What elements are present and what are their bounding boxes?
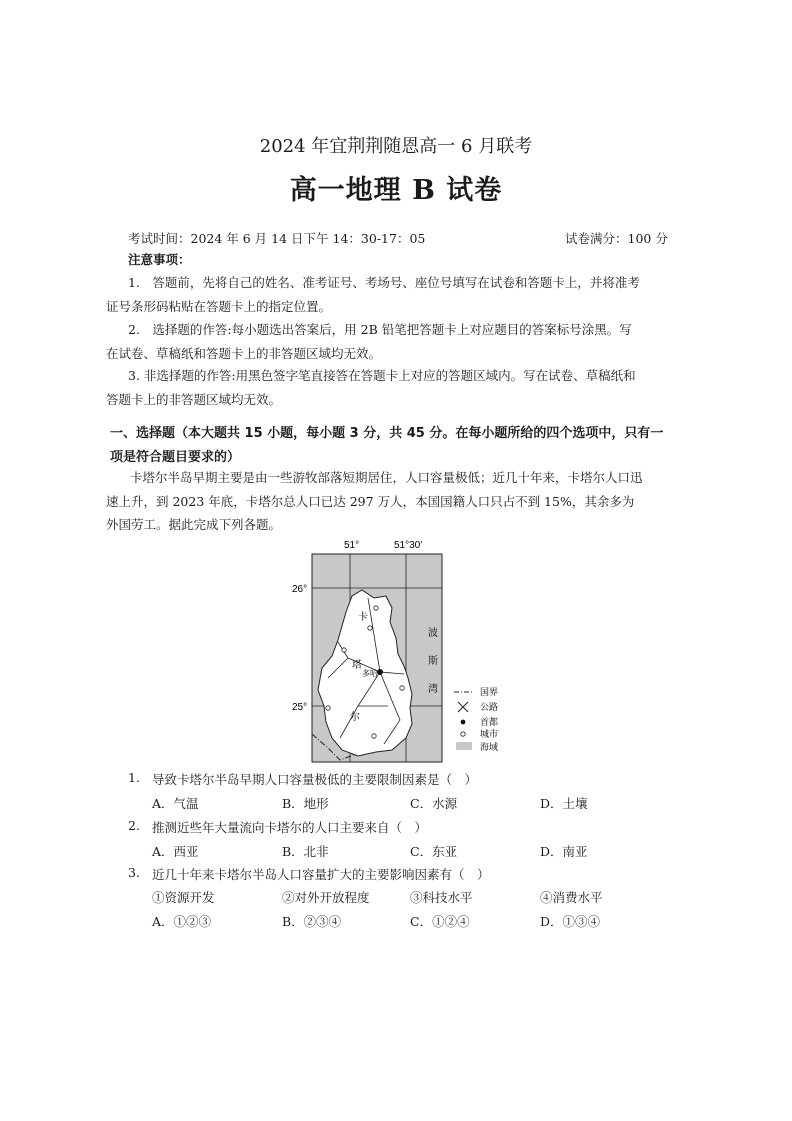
exam-title: 2024 年宜荆荆随恩高一 6 月联考	[259, 136, 533, 157]
sea-char-3: 湾	[428, 684, 438, 695]
q1-option-a[interactable]: A．气温	[152, 796, 199, 811]
capital-dot-icon	[461, 720, 466, 725]
q3-factor-2: ②对外开放程度	[282, 890, 370, 905]
notice-item-1: 1. 答题前，先将自己的姓名、准考证号、考场号、座位号填写在试卷和答题卡上，并将准考证号条形码粘贴在答题卡上的指定位置。	[106, 275, 640, 314]
notice-item-3: 3. 非选择题的作答:用黑色签字笔直接答在答题卡上对应的答题区域内。写在试卷、草稿纸和答题卡上的非答题区域均无效。	[106, 368, 636, 407]
notice-heading: 注意事项：	[128, 252, 191, 267]
question-3-text: 近几十年来卡塔尔半岛人口容量扩大的主要影响因素有（ ）	[152, 867, 490, 882]
lon-label-2: 51°30′	[394, 540, 423, 551]
city-circle-icon	[461, 732, 465, 736]
paper-title: 高一地理 B 试卷	[289, 175, 503, 206]
legend-road: 公路	[480, 702, 499, 712]
country-char-1: 卡	[358, 612, 368, 623]
q2-option-d[interactable]: D．南亚	[540, 844, 588, 859]
sea-char-1: 波	[428, 628, 438, 639]
lat-label-1: 26°	[292, 584, 308, 595]
lon-label-1: 51°	[344, 540, 360, 551]
lat-label-2: 25°	[292, 702, 308, 713]
question-3-number: 3.	[128, 865, 140, 880]
sea-char-2: 斯	[428, 656, 438, 667]
capital-label: 多哈	[362, 669, 378, 678]
q1-option-d[interactable]: D．土壤	[540, 796, 588, 811]
q3-factor-4: ④消费水平	[540, 890, 603, 905]
q2-option-c[interactable]: C．东亚	[410, 844, 458, 859]
notice-item-2: 2. 选择题的作答:每小题选出答案后，用 2B 铅笔把答题卡上对应题目的答案标号涂黑。写在试卷、草稿纸和答题卡上的非答题区域均无效。	[106, 322, 632, 361]
q1-option-b[interactable]: B．地形	[282, 796, 329, 811]
q3-option-a[interactable]: A．①②③	[152, 914, 212, 929]
question-2-text: 推测近些年大量流向卡塔尔的人口主要来自（ ）	[152, 820, 428, 835]
q3-option-d[interactable]: D．①③④	[540, 914, 601, 929]
q1-option-c[interactable]: C．水源	[410, 796, 458, 811]
question-2-number: 2.	[128, 818, 140, 833]
q3-factor-3: ③科技水平	[410, 890, 473, 905]
section-heading: 一、选择题（本大题共 15 小题，每小题 3 分，共 45 分。在每小题所给的四个选项中，只有一项是符合题目要求的）	[110, 426, 664, 465]
q3-option-b[interactable]: B．②③④	[282, 914, 342, 929]
question-1-number: 1.	[128, 770, 140, 785]
passage-intro: 卡塔尔半岛早期主要是由一些游牧部落短期居住，人口容量极低；近几十年来，卡塔尔人口迅速上升，到 2023 年底，卡塔尔总人口已达 297 万人，本国国籍人口只占不到 15%，其余多为外国劳工。据此完成下列各题。	[106, 470, 643, 532]
legend-sea: 海域	[480, 742, 499, 752]
legend-city: 城市	[480, 729, 499, 739]
sea-swatch-icon	[456, 742, 472, 750]
full-score: 试卷满分：100 分	[565, 231, 668, 246]
country-char-3: 尔	[350, 712, 360, 723]
q2-option-a[interactable]: A．西亚	[152, 844, 199, 859]
legend-capital: 首都	[480, 717, 499, 727]
map-legend	[450, 684, 520, 766]
exam-time: 考试时间：2024 年 6 月 14 日下午 14：30-17：05	[128, 231, 426, 246]
country-char-2: 塔	[352, 660, 362, 671]
question-1-text: 导致卡塔尔半岛早期人口容量极低的主要限制因素是（ ）	[152, 772, 478, 787]
q2-option-b[interactable]: B．北非	[282, 844, 329, 859]
road-icon	[458, 702, 468, 712]
legend-border: 国界	[480, 687, 499, 697]
q3-factor-1: ①资源开发	[152, 890, 215, 905]
q3-option-c[interactable]: C．①②④	[410, 914, 470, 929]
